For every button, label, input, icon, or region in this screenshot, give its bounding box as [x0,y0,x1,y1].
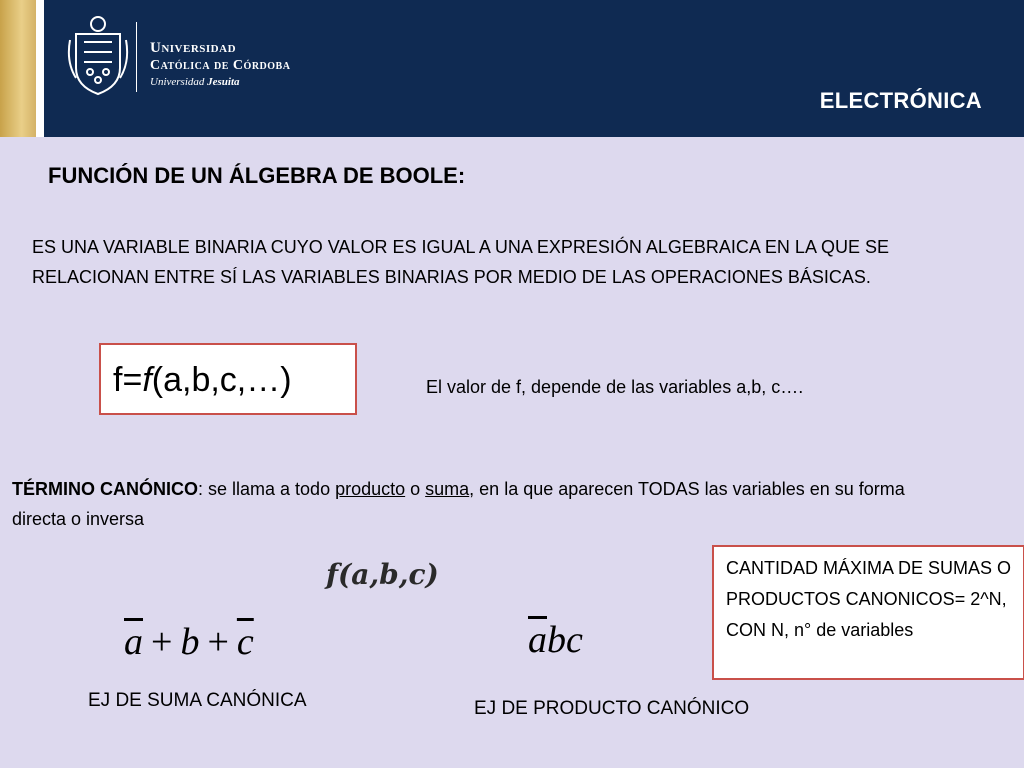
function-expression: f(a,b,c) [326,558,439,591]
sum-var-a: $\overline{a}$ [124,621,143,663]
prod-var-a: $\overline{a}$ [528,619,547,661]
prod-var-c: c [566,619,583,661]
slide-heading: FUNCIÓN DE UN ÁLGEBRA DE BOOLE: [48,163,466,188]
formula-suffix: (a,b,c,…) [151,361,292,399]
term-part-3: , en la que aparecen TODAS las variables en su forma directa o inversa [12,479,905,529]
gold-stripe [0,0,36,137]
sum-var-b: b [180,621,200,663]
university-line-3-prefix: Universidad [150,76,205,88]
white-stripe [36,0,44,137]
formula-prefix: f= [113,361,143,399]
formula-note: El valor de f, depende de las variables a,b, c…. [426,377,804,397]
product-example-expression [528,618,583,662]
university-name [150,40,290,90]
definition-text: ES UNA VARIABLE BINARIA CUYO VALOR ES IGUAL A UNA EXPRESIÓN ALGEBRAICA EN LA QUE SE RELACIONAN ENTRE SÍ LAS VARIABLES BINARIAS POR MEDIO DE LAS OPERACIONES BÁSICAS. [32,237,889,287]
sum-plus-2: + [207,621,229,663]
university-line-2: Católica de Córdoba [150,58,291,73]
prod-var-b: b [547,619,566,661]
header-bar [0,0,1024,137]
canonical-term-definition [12,474,952,534]
term-part-1: : se llama a todo [198,479,336,499]
term-label: TÉRMINO CANÓNICO [12,479,198,499]
sum-var-c: $\overline{c}$ [236,621,254,663]
section-title: ELECTRÓNICA [819,88,982,113]
university-crest-icon [66,12,130,98]
sum-example-expression [124,620,254,664]
term-producto: producto [335,479,406,499]
logo-divider [136,22,137,92]
term-part-2: o [405,479,426,499]
sum-example-caption: EJ DE SUMA CANÓNICA [88,690,307,711]
formula-italic-f: f [142,361,152,399]
formula-box [99,343,357,415]
university-line-1: Universidad [150,40,237,56]
term-suma: suma [425,479,470,499]
product-example-caption: EJ DE PRODUCTO CANÓNICO [474,698,750,719]
max-canonical-box: CANTIDAD MÁXIMA DE SUMAS O PRODUCTOS CANONICOS= 2^N, CON N, n° de variables [712,545,1024,680]
university-line-3-emph: Jesuita [207,76,240,88]
university-line-3 [150,74,290,90]
sum-plus-1: + [151,621,173,663]
